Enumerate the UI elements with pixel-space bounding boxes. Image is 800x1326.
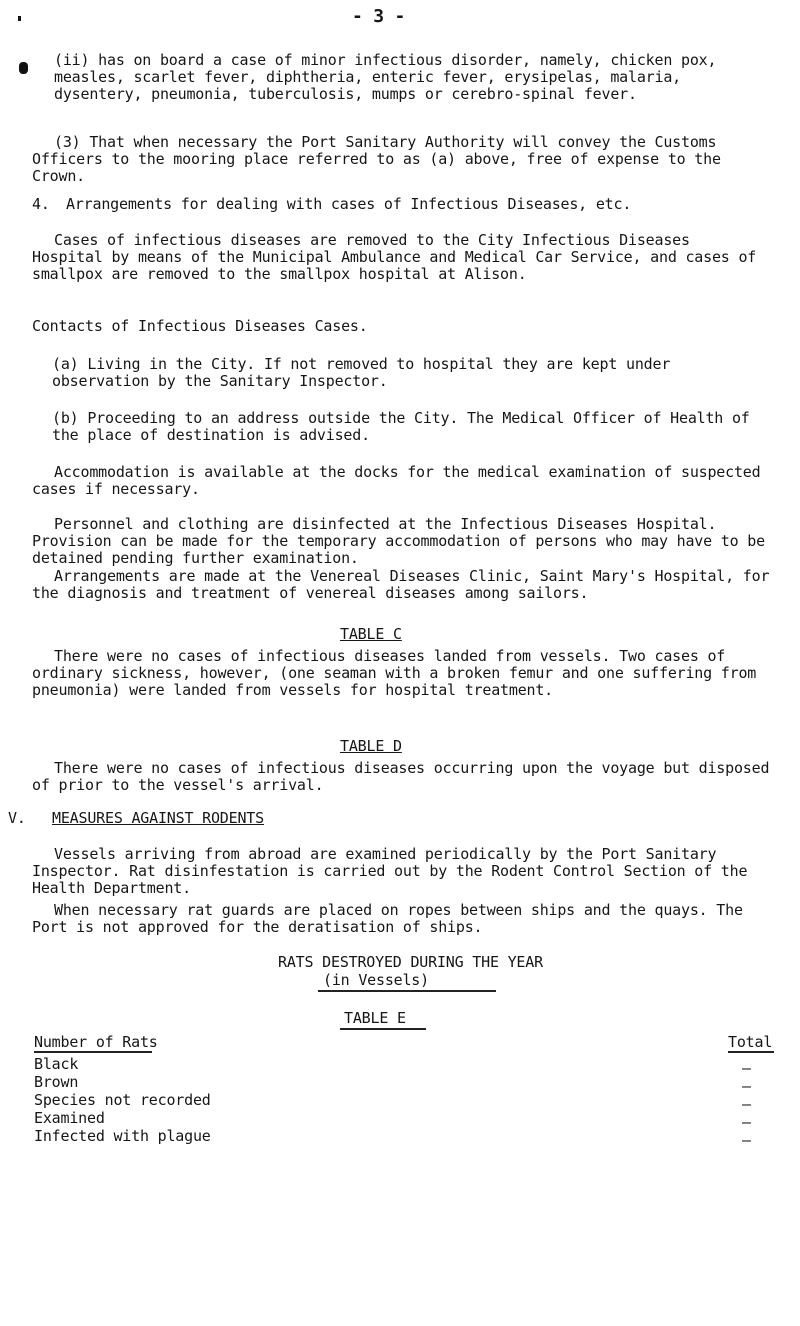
row-label: Infected with plague [34, 1127, 211, 1145]
item-3: (3) That when necessary the Port Sanitary Authority will convey the Customs Officers to the mooring place referred to as (a) above, free of expense to the Crown. [32, 133, 721, 185]
col-number-of-rats: Number of Rats [34, 1033, 158, 1051]
section-5-heading: MEASURES AGAINST RODENTS [52, 809, 264, 827]
accommodation-paragraph: Accommodation is available at the docks for the medical examination of suspected cases if necessary. [32, 463, 761, 498]
section-5-paragraph-1: Vessels arriving from abroad are examined periodically by the Port Sanitary Inspector. Rat disinfestation is carried out by the Rodent Control Section of the Health Department. [32, 845, 748, 897]
row-label: Brown [34, 1073, 79, 1091]
section-4-heading: Arrangements for dealing with cases of Infectious Diseases, etc. [66, 195, 632, 213]
rats-table-title: RATS DESTROYED DURING THE YEAR [278, 953, 543, 971]
row-value: – [742, 1095, 751, 1113]
punch-mark [18, 16, 21, 21]
row-value: – [742, 1077, 751, 1095]
table-d-text: There were no cases of infectious diseases occurring upon the voyage but disposed of prior to the vessel's arrival. [32, 759, 770, 794]
table-c-label: TABLE C [340, 625, 402, 643]
punch-mark-large [19, 62, 28, 74]
table-c-text: There were no cases of infectious diseases landed from vessels. Two cases of ordinary sickness, however, (one seaman with a broken femur and one suffering from pneumonia) were landed from vessels for hospital treatment. [32, 647, 757, 699]
contacts-heading: Contacts of Infectious Diseases Cases. [32, 317, 368, 335]
title-underline [318, 990, 496, 992]
venereal-paragraph: Arrangements are made at the Venereal Diseases Clinic, Saint Mary's Hospital, for the diagnosis and treatment of venereal diseases among sailors. [32, 567, 770, 602]
rats-table-subtitle: (in Vessels) [323, 971, 429, 989]
row-label: Examined [34, 1109, 105, 1127]
contact-a: (a) Living in the City. If not removed to hospital they are kept under observation by the Sanitary Inspector. [52, 355, 671, 390]
page-number: - 3 - [352, 6, 406, 27]
row-label: Black [34, 1055, 79, 1073]
contact-b: (b) Proceeding to an address outside the City. The Medical Officer of Health of the place of destination is advised. [52, 409, 750, 444]
col-left-underline [34, 1051, 152, 1053]
section-4-paragraph: Cases of infectious diseases are removed to the City Infectious Diseases Hospital by means of the Municipal Ambulance and Medical Car Service, and cases of smallpox are removed to the smallpox hospital at Alison. [32, 231, 757, 283]
section-5-number: V. [8, 809, 26, 827]
section-4-number: 4. [32, 195, 50, 213]
personnel-paragraph: Personnel and clothing are disinfected at the Infectious Diseases Hospital. Provision can be made for the temporary accommodation of persons who may have to be detained pending further examination. [32, 515, 765, 567]
table-d-label: TABLE D [340, 737, 402, 755]
section-5-paragraph-2: When necessary rat guards are placed on ropes between ships and the quays. The Port is not approved for the deratisation of ships. [32, 901, 743, 936]
row-value: – [742, 1131, 751, 1149]
col-right-underline [728, 1051, 774, 1053]
col-total: Total [728, 1033, 773, 1051]
item-ii: (ii) has on board a case of minor infectious disorder, namely, chicken pox, measles, scarlet fever, diphtheria, enteric fever, erysipelas, malaria, dysentery, pneumonia, tuberculosis, mumps or cerebro-spinal fever. [54, 51, 717, 103]
row-label: Species not recorded [34, 1091, 211, 1109]
row-value: – [742, 1113, 751, 1131]
table-e-label: TABLE E [344, 1009, 406, 1027]
row-value: – [742, 1059, 751, 1077]
table-e-underline [340, 1028, 426, 1030]
